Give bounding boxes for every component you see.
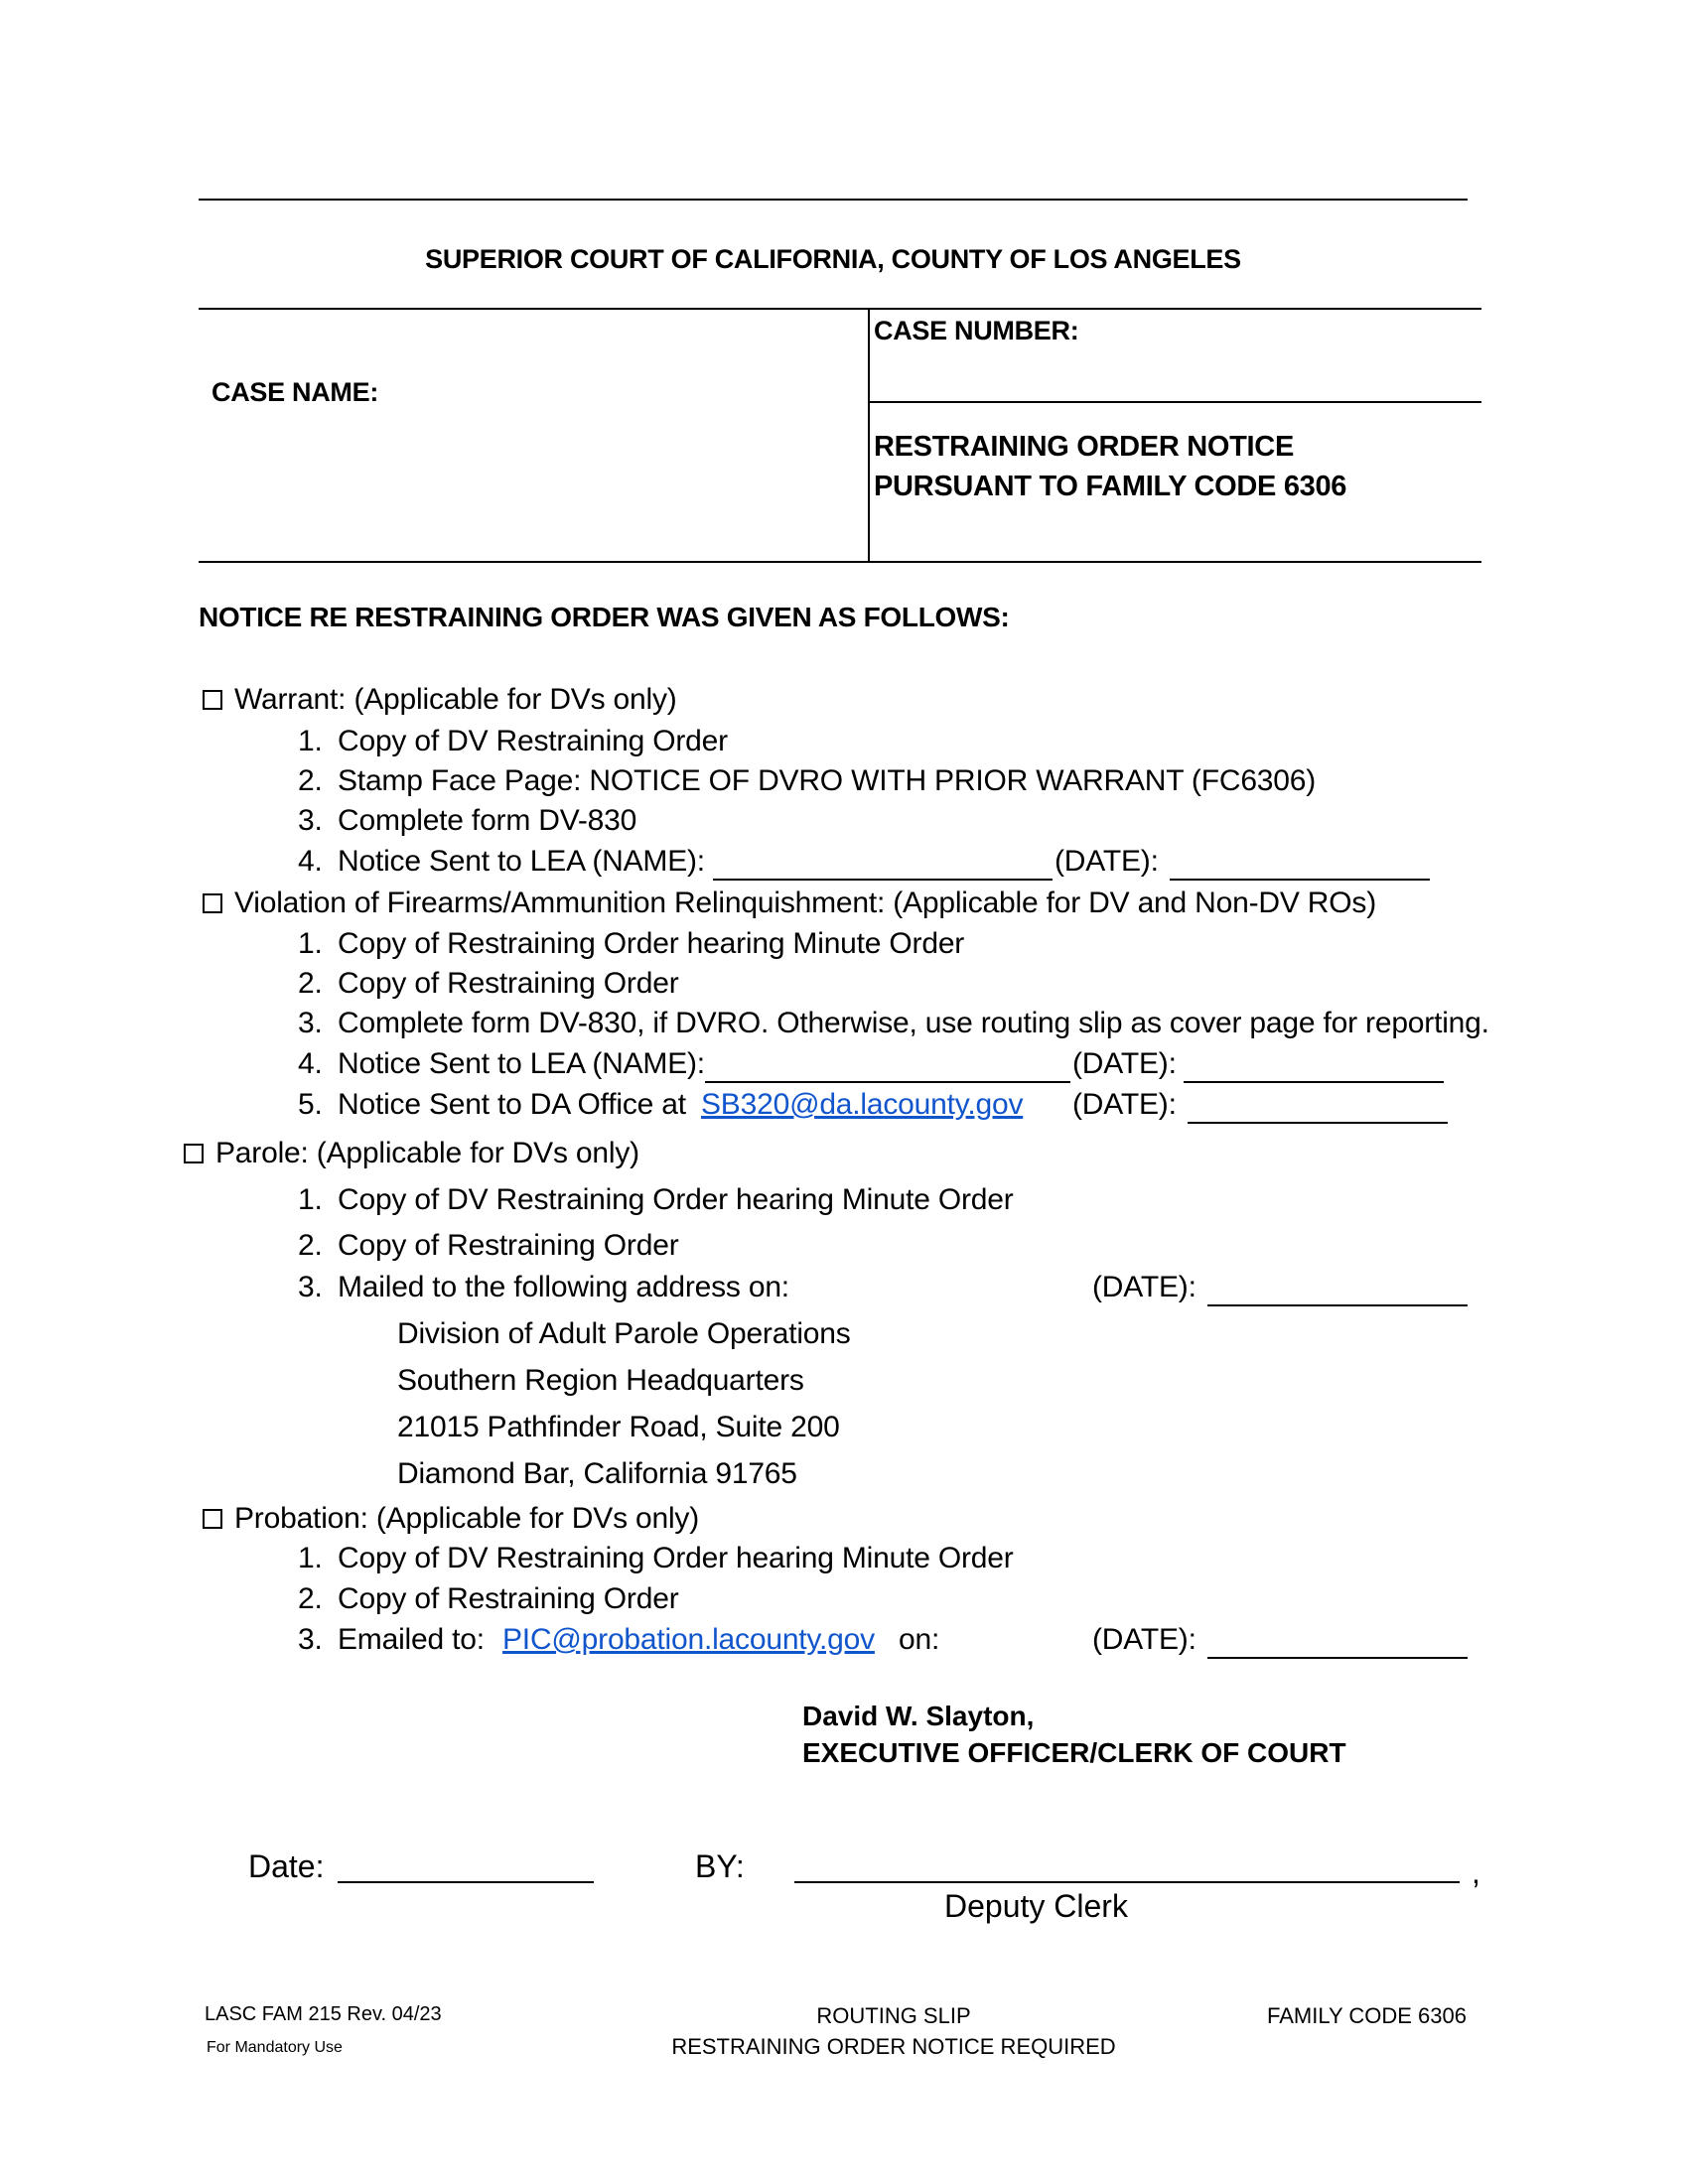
list-item: 4. Notice Sent to LEA (NAME): (298, 845, 705, 878)
case-number-rule (868, 401, 1481, 403)
list-item: 2. Copy of Restraining Order (298, 1229, 679, 1262)
top-rule (199, 199, 1468, 201)
form-title-line1: RESTRAINING ORDER NOTICE (874, 431, 1294, 463)
list-item: 1. Copy of DV Restraining Order hearing Minute Order (298, 1183, 1014, 1216)
list-item: 1. Copy of Restraining Order hearing Minute Order (298, 927, 965, 960)
court-title: SUPERIOR COURT OF CALIFORNIA, COUNTY OF LOS ANGELES (425, 244, 1241, 274)
parole-date-field[interactable] (1207, 1304, 1468, 1306)
parole-checkbox-row[interactable] (184, 1137, 639, 1170)
parole-title: Parole: (Applicable for DVs only) (215, 1137, 639, 1169)
list-item: 2. Copy of Restraining Order (298, 1582, 679, 1615)
warrant-checkbox[interactable] (203, 690, 222, 710)
address-line: Southern Region Headquarters (397, 1364, 804, 1397)
warrant-title: Warrant: (Applicable for DVs only) (234, 683, 677, 716)
address-line: 21015 Pathfinder Road, Suite 200 (397, 1411, 840, 1443)
list-item: 2. Stamp Face Page: NOTICE OF DVRO WITH PRIOR WARRANT (FC6306) (298, 764, 1317, 797)
da-date-field[interactable] (1188, 1122, 1448, 1124)
footer-form-id: LASC FAM 215 Rev. 04/23 (205, 2003, 442, 2025)
signature-date-field[interactable] (338, 1881, 594, 1883)
firearms-lea-name-field[interactable] (705, 1081, 1070, 1083)
caption-top-rule (199, 308, 1481, 310)
list-item: 3. Mailed to the following address on: (298, 1271, 789, 1303)
list-item: 5. Notice Sent to DA Office at (298, 1088, 686, 1121)
warrant-date-field[interactable] (1170, 879, 1430, 881)
by-label: BY: (695, 1848, 745, 1884)
date-label: Date: (248, 1848, 325, 1884)
firearms-date-label: (DATE): (1072, 1047, 1177, 1080)
probation-checkbox[interactable] (203, 1509, 222, 1529)
parole-checkbox[interactable] (184, 1144, 204, 1163)
firearms-date-field[interactable] (1184, 1081, 1444, 1083)
probation-title: Probation: (Applicable for DVs only) (234, 1502, 700, 1535)
list-item: 4. Notice Sent to LEA (NAME): (298, 1047, 705, 1080)
address-line: Division of Adult Parole Operations (397, 1317, 851, 1350)
probation-email-suffix: on: (899, 1623, 940, 1656)
probation-email-link[interactable]: PIC@probation.lacounty.gov (502, 1623, 875, 1656)
list-item: 1. Copy of DV Restraining Order (298, 725, 728, 757)
address-line: Diamond Bar, California 91765 (397, 1457, 797, 1490)
deputy-signature-field[interactable] (794, 1881, 1460, 1883)
parole-date-label: (DATE): (1092, 1271, 1196, 1303)
da-date-label: (DATE): (1072, 1088, 1177, 1121)
case-number-label: CASE NUMBER: (874, 316, 1079, 345)
footer-notice-required: RESTRAINING ORDER NOTICE REQUIRED (671, 2034, 1116, 2059)
firearms-checkbox-row[interactable] (203, 887, 1376, 920)
deputy-clerk-label: Deputy Clerk (944, 1888, 1128, 1924)
notice-heading: NOTICE RE RESTRAINING ORDER WAS GIVEN AS FOLLOWS: (199, 602, 1010, 632)
clerk-title: EXECUTIVE OFFICER/CLERK OF COURT (802, 1737, 1346, 1768)
warrant-lea-name-field[interactable] (713, 879, 1053, 881)
caption-bottom-rule (199, 561, 1481, 563)
list-item: 1. Copy of DV Restraining Order hearing Minute Order (298, 1542, 1014, 1574)
clerk-name: David W. Slayton, (802, 1701, 1035, 1731)
probation-date-label: (DATE): (1092, 1623, 1196, 1656)
firearms-title: Violation of Firearms/Ammunition Relinquishment: (Applicable for DV and Non-DV ROs) (234, 887, 1376, 919)
warrant-date-label: (DATE): (1055, 845, 1159, 878)
footer-mandatory: For Mandatory Use (207, 2039, 343, 2056)
firearms-checkbox[interactable] (203, 893, 222, 913)
list-item: 3. Complete form DV-830 (298, 804, 637, 837)
footer-family-code: FAMILY CODE 6306 (1267, 2003, 1467, 2028)
list-item: 2. Copy of Restraining Order (298, 967, 679, 1000)
signature-comma: , (1472, 1854, 1480, 1890)
case-name-label: CASE NAME: (211, 377, 379, 407)
probation-date-field[interactable] (1207, 1657, 1468, 1659)
da-email-link[interactable]: SB320@da.lacounty.gov (701, 1088, 1024, 1121)
warrant-checkbox-row[interactable] (203, 683, 677, 717)
list-item: 3. Complete form DV-830, if DVRO. Otherwise, use routing slip as cover page for reporting. (298, 1007, 1489, 1039)
caption-divider (868, 308, 870, 561)
probation-checkbox-row[interactable] (203, 1502, 699, 1536)
list-item: 3. Emailed to: (298, 1623, 485, 1656)
footer-routing-slip: ROUTING SLIP (816, 2003, 971, 2028)
form-title-line2: PURSUANT TO FAMILY CODE 6306 (874, 471, 1347, 502)
